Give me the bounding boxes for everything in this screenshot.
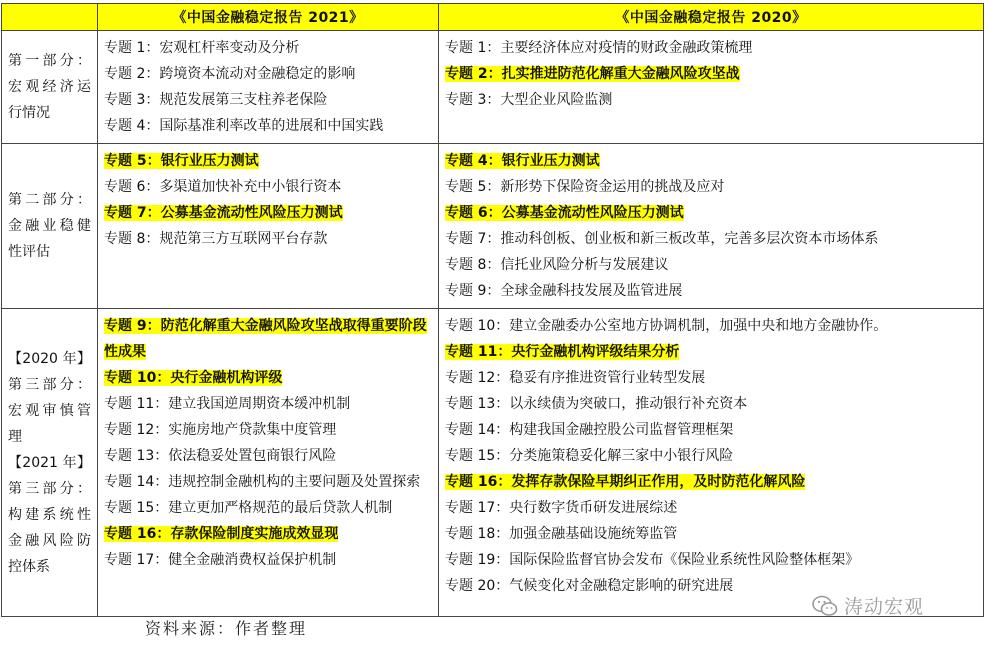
topic-item: [104, 547, 432, 573]
topic-item: [445, 148, 977, 174]
wechat-icon: [812, 595, 838, 617]
topics-2020-cell: [439, 144, 984, 309]
topic-item: [445, 174, 977, 200]
topic-text-highlighted: 专题 6：公募基金流动性风险压力测试: [445, 205, 684, 221]
topic-item: [445, 200, 977, 226]
watermark: [812, 592, 924, 619]
topic-text: 专题 15：建立更加严格规范的最后贷款人机制: [104, 500, 393, 516]
topic-text: 专题 5：新形势下保险资金运用的挑战及应对: [445, 179, 725, 195]
topics-2020-cell: [439, 31, 984, 144]
topic-item: [104, 495, 432, 521]
topic-item: [104, 365, 432, 391]
topic-item: [104, 521, 432, 547]
topic-item: [104, 226, 432, 252]
topic-text: 专题 2：跨境资本流动对金融稳定的影响: [104, 66, 356, 82]
topic-item: [104, 113, 432, 139]
category-cell: [2, 309, 98, 617]
topic-item: [104, 87, 432, 113]
topic-text-highlighted: 专题 11：央行金融机构评级结果分析: [445, 344, 680, 360]
topic-text: 专题 13：以永续债为突破口，推动银行补充资本: [445, 396, 748, 412]
topic-text: 专题 14：违规控制金融机构的主要问题及处置探索: [104, 474, 421, 490]
topic-text-highlighted: 专题 2：扎实推进防范化解重大金融风险攻坚战: [445, 66, 740, 82]
topic-text: 专题 1：宏观杠杆率变动及分析: [104, 40, 300, 56]
topic-item: [445, 339, 977, 365]
topic-text-highlighted: 专题 10：央行金融机构评级: [104, 370, 283, 386]
topic-item: [104, 443, 432, 469]
topic-text: 专题 13：依法稳妥处置包商银行风险: [104, 448, 337, 464]
topic-item: [445, 226, 977, 252]
category-label-2021: 【2021 年】第三部分：构建系统性金融风险防控体系: [8, 454, 91, 575]
topic-item: [445, 35, 977, 61]
topic-item: [104, 174, 432, 200]
topic-item: [104, 61, 432, 87]
topic-item: [445, 469, 977, 495]
topic-text: 专题 10：建立金融委办公室地方协调机制，加强中央和地方金融协作。: [445, 318, 888, 334]
topics-2021-cell: [98, 31, 439, 144]
topic-item: [104, 35, 432, 61]
topic-item: [445, 443, 977, 469]
topic-text-highlighted: 专题 16：发挥存款保险早期纠正作用，及时防范化解风险: [445, 474, 806, 490]
header-blank: [2, 4, 98, 31]
topic-text: 专题 3：规范发展第三支柱养老保险: [104, 92, 328, 108]
table-row: [2, 309, 984, 617]
topic-text-highlighted: 专题 7：公募基金流动性风险压力测试: [104, 205, 343, 221]
topics-2021-cell: [98, 144, 439, 309]
category-cell: [2, 31, 98, 144]
topic-text: 专题 19：国际保险监督官协会发布《保险业系统性风险整体框架》: [445, 552, 860, 568]
category-cell: [2, 144, 98, 309]
topic-item: [104, 148, 432, 174]
topic-item: [445, 252, 977, 278]
topic-item: [445, 417, 977, 443]
topic-text: 专题 4：国际基准利率改革的进展和中国实践: [104, 118, 384, 134]
topic-item: [104, 313, 432, 365]
header-2021: 《中国金融稳定报告 2021》: [98, 4, 439, 31]
watermark-text: 涛动宏观: [844, 596, 925, 618]
topic-item: [104, 391, 432, 417]
topics-2020-cell: [439, 309, 984, 617]
topic-text: 专题 3：大型企业风险监测: [445, 92, 613, 108]
topic-text: 专题 17：健全金融消费权益保护机制: [104, 552, 337, 568]
source-note: 资料来源：作者整理: [145, 619, 308, 638]
topic-text: 专题 12：稳妥有序推进资管行业转型发展: [445, 370, 706, 386]
topic-item: [445, 521, 977, 547]
topic-text-highlighted: 专题 5：银行业压力测试: [104, 153, 259, 169]
table-row: [2, 144, 984, 309]
topics-2021-cell: [98, 309, 439, 617]
topic-text: 专题 14：构建我国金融控股公司监督管理框架: [445, 422, 734, 438]
header-2020: 《中国金融稳定报告 2020》: [439, 4, 984, 31]
topic-item: [445, 313, 977, 339]
category-label: 第一部分：宏观经济运行情况: [8, 53, 91, 121]
topic-item: [445, 365, 977, 391]
topic-item: [445, 495, 977, 521]
topic-text: 专题 8：规范第三方互联网平台存款: [104, 231, 328, 247]
topic-text: 专题 15：分类施策稳妥化解三家中小银行风险: [445, 448, 734, 464]
topic-item: [445, 391, 977, 417]
topic-text-highlighted: 专题 16：存款保险制度实施成效显现: [104, 526, 339, 542]
topic-text: 专题 6：多渠道加快补充中小银行资本: [104, 179, 342, 195]
category-label: 第二部分：金融业稳健性评估: [8, 192, 91, 260]
topic-text: 专题 11：建立我国逆周期资本缓冲机制: [104, 396, 351, 412]
topic-text: 专题 1：主要经济体应对疫情的财政金融政策梳理: [445, 40, 753, 56]
comparison-table: [1, 3, 984, 617]
topic-text-highlighted: 专题 4：银行业压力测试: [445, 153, 600, 169]
table-row: [2, 31, 984, 144]
topic-item: [104, 200, 432, 226]
topic-text: 专题 20：气候变化对金融稳定影响的研究进展: [445, 578, 734, 594]
topic-item: [445, 87, 977, 113]
topic-item: [445, 61, 977, 87]
topic-text: 专题 9：全球金融科技发展及监管进展: [445, 283, 683, 299]
topic-text: 专题 7：推动科创板、创业板和新三板改革，完善多层次资本市场体系: [445, 231, 879, 247]
topic-item: [445, 278, 977, 304]
topic-item: [104, 417, 432, 443]
topic-text: 专题 18：加强金融基础设施统筹监管: [445, 526, 678, 542]
topic-text: 专题 8：信托业风险分析与发展建议: [445, 257, 669, 273]
topic-item: [445, 547, 977, 573]
header-row: [2, 4, 984, 31]
topic-text: 专题 12：实施房地产贷款集中度管理: [104, 422, 337, 438]
topic-text: 专题 17：央行数字货币研发进展综述: [445, 500, 678, 516]
category-label-2020: 【2020 年】第三部分：宏观审慎管理: [8, 350, 91, 445]
topic-item: [104, 469, 432, 495]
topic-text-highlighted: 专题 9：防范化解重大金融风险攻坚战取得重要阶段性成果: [104, 318, 427, 360]
